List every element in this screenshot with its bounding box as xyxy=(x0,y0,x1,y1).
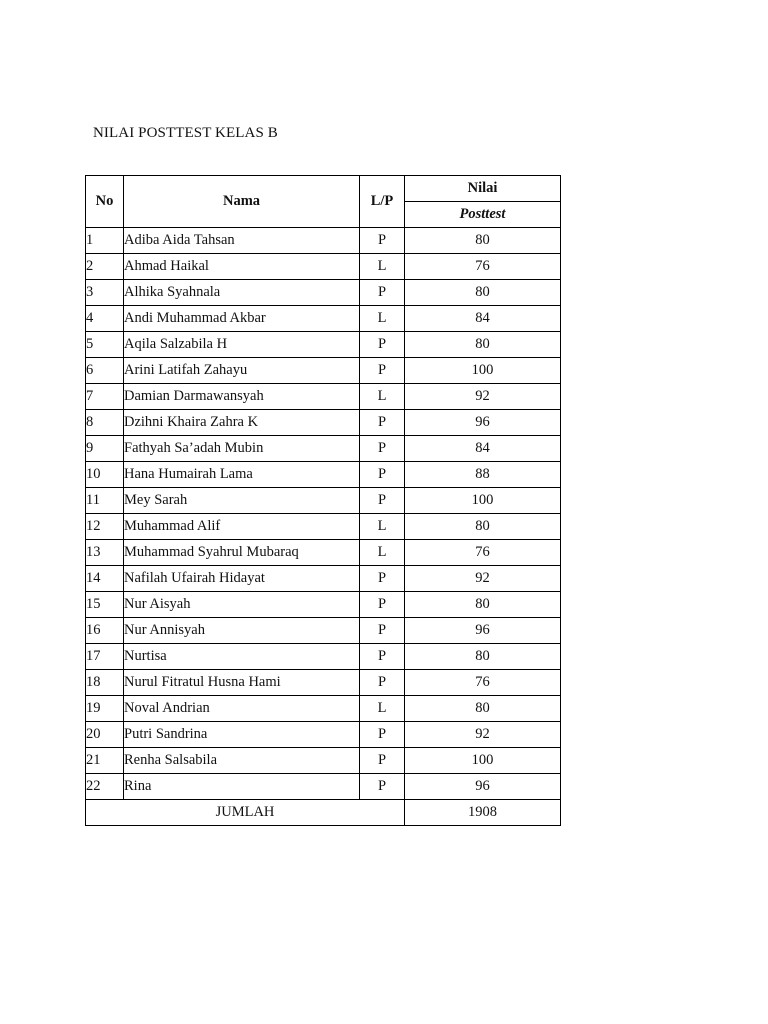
row-gender-cell: P xyxy=(360,566,405,592)
row-gender-cell: P xyxy=(360,618,405,644)
row-gender-cell: P xyxy=(360,358,405,384)
row-no-cell: 8 xyxy=(86,410,124,436)
table-footer xyxy=(86,800,561,826)
table-row xyxy=(86,332,561,358)
table-row xyxy=(86,228,561,254)
row-name-cell: Nurul Fitratul Husna Hami xyxy=(124,670,360,696)
row-no-cell: 21 xyxy=(86,748,124,774)
table-row xyxy=(86,774,561,800)
row-score-cell: 80 xyxy=(405,644,561,670)
table-row xyxy=(86,254,561,280)
table-row xyxy=(86,696,561,722)
row-score-cell: 96 xyxy=(405,774,561,800)
row-score-cell: 80 xyxy=(405,514,561,540)
row-score-cell: 92 xyxy=(405,384,561,410)
row-score-cell: 88 xyxy=(405,462,561,488)
row-no-cell: 13 xyxy=(86,540,124,566)
row-score-cell: 80 xyxy=(405,280,561,306)
row-no-cell: 17 xyxy=(86,644,124,670)
row-name-cell: Nafilah Ufairah Hidayat xyxy=(124,566,360,592)
table-row xyxy=(86,566,561,592)
row-gender-cell: P xyxy=(360,592,405,618)
row-gender-cell: P xyxy=(360,228,405,254)
row-score-cell: 92 xyxy=(405,722,561,748)
row-gender-cell: L xyxy=(360,384,405,410)
row-name-cell: Adiba Aida Tahsan xyxy=(124,228,360,254)
row-no-cell: 22 xyxy=(86,774,124,800)
row-no-cell: 16 xyxy=(86,618,124,644)
row-no-cell: 6 xyxy=(86,358,124,384)
row-score-cell: 84 xyxy=(405,306,561,332)
row-score-cell: 76 xyxy=(405,254,561,280)
row-no-cell: 4 xyxy=(86,306,124,332)
row-name-cell: Mey Sarah xyxy=(124,488,360,514)
table-row xyxy=(86,410,561,436)
row-score-cell: 100 xyxy=(405,488,561,514)
table-row xyxy=(86,358,561,384)
row-name-cell: Andi Muhammad Akbar xyxy=(124,306,360,332)
row-gender-cell: P xyxy=(360,644,405,670)
table-row xyxy=(86,436,561,462)
row-no-cell: 1 xyxy=(86,228,124,254)
row-name-cell: Arini Latifah Zahayu xyxy=(124,358,360,384)
row-no-cell: 3 xyxy=(86,280,124,306)
row-no-cell: 7 xyxy=(86,384,124,410)
table-row xyxy=(86,384,561,410)
total-label: JUMLAH xyxy=(86,800,405,826)
table-row xyxy=(86,514,561,540)
row-no-cell: 5 xyxy=(86,332,124,358)
row-name-cell: Nur Annisyah xyxy=(124,618,360,644)
total-value: 1908 xyxy=(405,800,561,826)
row-name-cell: Hana Humairah Lama xyxy=(124,462,360,488)
table-row xyxy=(86,670,561,696)
row-name-cell: Nur Aisyah xyxy=(124,592,360,618)
document-title: NILAI POSTTEST KELAS B xyxy=(93,125,278,141)
row-gender-cell: P xyxy=(360,748,405,774)
row-gender-cell: P xyxy=(360,410,405,436)
row-gender-cell: P xyxy=(360,280,405,306)
row-no-cell: 18 xyxy=(86,670,124,696)
row-no-cell: 19 xyxy=(86,696,124,722)
header-gender: L/P xyxy=(360,176,405,228)
row-name-cell: Renha Salsabila xyxy=(124,748,360,774)
table-row xyxy=(86,540,561,566)
row-name-cell: Dzihni Khaira Zahra K xyxy=(124,410,360,436)
table-row xyxy=(86,618,561,644)
header-row xyxy=(86,176,561,202)
row-name-cell: Ahmad Haikal xyxy=(124,254,360,280)
table-row xyxy=(86,748,561,774)
row-gender-cell: P xyxy=(360,436,405,462)
row-no-cell: 10 xyxy=(86,462,124,488)
table-row xyxy=(86,592,561,618)
row-gender-cell: P xyxy=(360,774,405,800)
header-score-group: Nilai xyxy=(405,176,561,202)
row-gender-cell: P xyxy=(360,332,405,358)
row-gender-cell: P xyxy=(360,670,405,696)
row-gender-cell: P xyxy=(360,488,405,514)
row-name-cell: Putri Sandrina xyxy=(124,722,360,748)
row-name-cell: Muhammad Alif xyxy=(124,514,360,540)
row-no-cell: 9 xyxy=(86,436,124,462)
row-score-cell: 92 xyxy=(405,566,561,592)
row-no-cell: 15 xyxy=(86,592,124,618)
row-score-cell: 100 xyxy=(405,358,561,384)
table-row xyxy=(86,306,561,332)
table-row xyxy=(86,462,561,488)
row-score-cell: 84 xyxy=(405,436,561,462)
row-name-cell: Nurtisa xyxy=(124,644,360,670)
row-gender-cell: L xyxy=(360,306,405,332)
table-row xyxy=(86,722,561,748)
header-name: Nama xyxy=(124,176,360,228)
row-score-cell: 76 xyxy=(405,540,561,566)
row-name-cell: Damian Darmawansyah xyxy=(124,384,360,410)
table-row xyxy=(86,280,561,306)
row-name-cell: Noval Andrian xyxy=(124,696,360,722)
row-score-cell: 80 xyxy=(405,332,561,358)
row-name-cell: Alhika Syahnala xyxy=(124,280,360,306)
table-header xyxy=(86,176,561,228)
header-score-posttest: Posttest xyxy=(405,202,561,228)
row-score-cell: 96 xyxy=(405,410,561,436)
row-score-cell: 96 xyxy=(405,618,561,644)
row-score-cell: 76 xyxy=(405,670,561,696)
row-gender-cell: L xyxy=(360,696,405,722)
posttest-score-table xyxy=(85,175,561,826)
row-name-cell: Aqila Salzabila H xyxy=(124,332,360,358)
total-row xyxy=(86,800,561,826)
row-score-cell: 80 xyxy=(405,228,561,254)
row-no-cell: 2 xyxy=(86,254,124,280)
table-row xyxy=(86,488,561,514)
row-no-cell: 12 xyxy=(86,514,124,540)
row-score-cell: 80 xyxy=(405,696,561,722)
row-no-cell: 14 xyxy=(86,566,124,592)
row-name-cell: Rina xyxy=(124,774,360,800)
row-score-cell: 80 xyxy=(405,592,561,618)
row-gender-cell: L xyxy=(360,514,405,540)
row-gender-cell: P xyxy=(360,462,405,488)
row-name-cell: Muhammad Syahrul Mubaraq xyxy=(124,540,360,566)
row-gender-cell: L xyxy=(360,540,405,566)
row-no-cell: 20 xyxy=(86,722,124,748)
table-body xyxy=(86,228,561,800)
row-no-cell: 11 xyxy=(86,488,124,514)
row-name-cell: Fathyah Sa’adah Mubin xyxy=(124,436,360,462)
row-score-cell: 100 xyxy=(405,748,561,774)
row-gender-cell: P xyxy=(360,722,405,748)
row-gender-cell: L xyxy=(360,254,405,280)
table-row xyxy=(86,644,561,670)
header-no: No xyxy=(86,176,124,228)
